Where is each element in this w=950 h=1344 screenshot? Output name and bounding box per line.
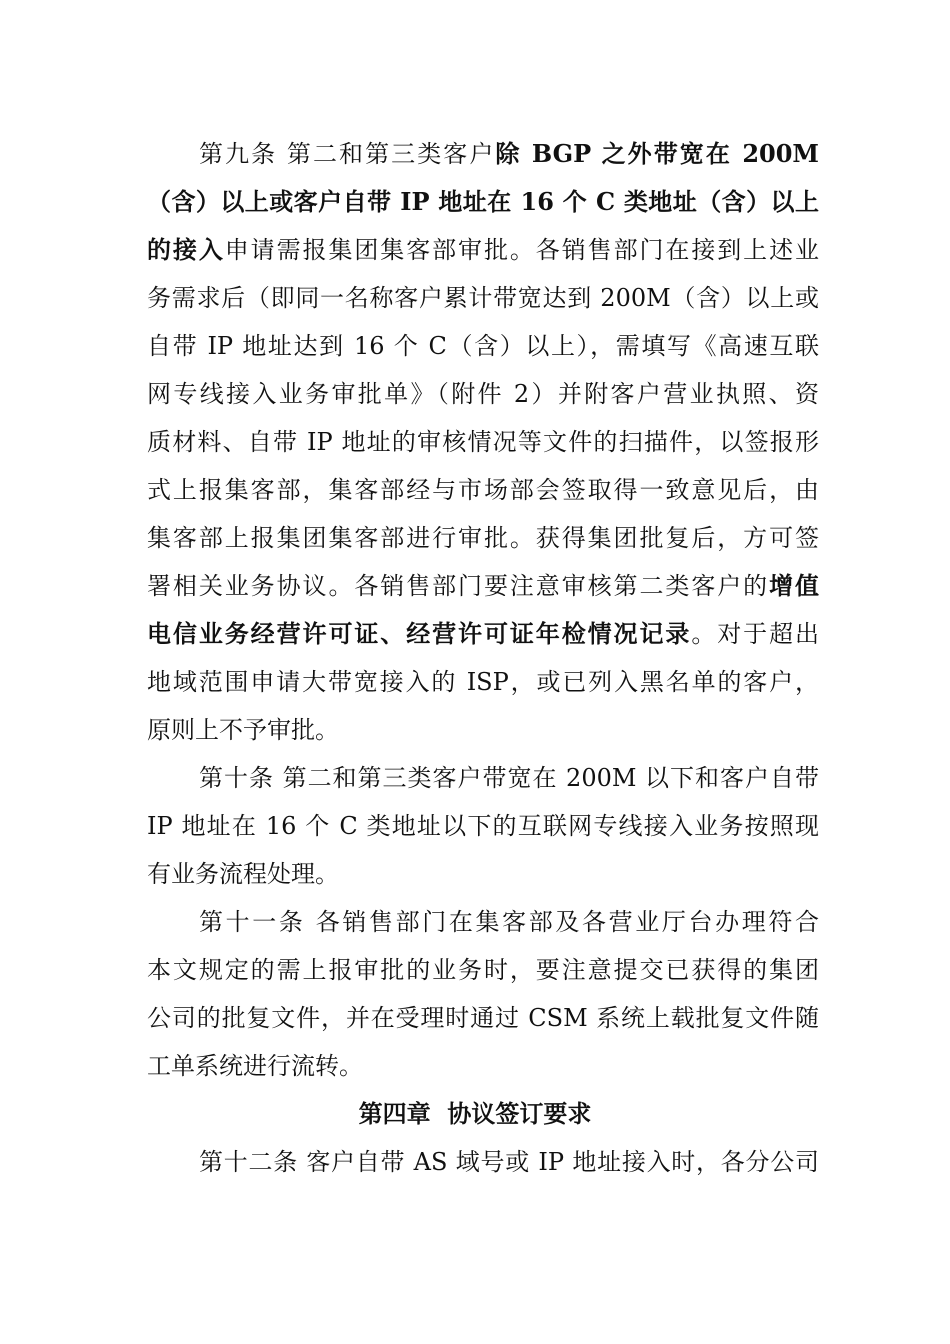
article-9-line-10-normal: 署相关业务协议。各销售部门要注意审核第二类客户的: [147, 572, 770, 600]
article-9-line-6: 网专线接入业务审批单》（附件 2）并附客户营业执照、资: [147, 380, 819, 408]
article-9-line-11-normal: 。对于超出: [691, 620, 820, 648]
article-9-line-1: [199, 139, 819, 169]
article-9-line-2: （含）以上或客户自带 IP 地址在 16 个 C 类地址（含）以上: [147, 187, 819, 216]
article-9-line-7: 质材料、自带 IP 地址的审核情况等文件的扫描件，以签报形: [147, 428, 819, 456]
article-11-line-4: 工单系统进行流转。: [147, 1052, 363, 1080]
article-11-line-2: 本文规定的需上报审批的业务时，要注意提交已获得的集团: [147, 956, 819, 984]
article-9-line-3-normal: 申请需报集团集客部审批。各销售部门在接到上述业: [224, 236, 820, 264]
article-9-line-11-bold: 电信业务经营许可证、经营许可证年检情况记录: [147, 619, 692, 648]
article-9-line-1-bold: 除 BGP 之外带宽在 200M: [495, 139, 819, 168]
article-11-line-1: 第十一条 各销售部门在集客部及各营业厅台办理符合: [199, 908, 819, 936]
chapter-4-heading: 第四章 协议签订要求: [358, 1099, 592, 1128]
article-9-line-1-normal: 第九条 第二和第三类客户: [199, 140, 496, 168]
article-10-line-3: 有业务流程处理。: [147, 860, 339, 888]
article-10-line-1: 第十条 第二和第三类客户带宽在 200M 以下和客户自带: [199, 764, 819, 792]
article-9-line-3: [147, 235, 819, 265]
article-9-line-13: 原则上不予审批。: [147, 716, 339, 744]
article-9-line-8: 式上报集客部，集客部经与市场部会签取得一致意见后，由: [147, 476, 819, 504]
article-9-line-10-bold: 增值: [769, 571, 819, 600]
article-10-line-2: IP 地址在 16 个 C 类地址以下的互联网专线接入业务按照现: [147, 812, 819, 840]
article-9-line-3-bold: 的接入: [147, 235, 225, 264]
article-12-line-1: 第十二条 客户自带 AS 域号或 IP 地址接入时，各分公司: [199, 1148, 819, 1176]
article-9-line-5: 自带 IP 地址达到 16 个 C（含）以上），需填写《高速互联: [147, 332, 819, 360]
article-9-line-4: 务需求后（即同一名称客户累计带宽达到 200M（含）以上或: [147, 284, 819, 312]
article-9-line-10: [147, 571, 819, 601]
article-11-line-3: 公司的批复文件，并在受理时通过 CSM 系统上载批复文件随: [147, 1004, 819, 1032]
article-9-line-9: 集客部上报集团集客部进行审批。获得集团批复后，方可签: [147, 524, 819, 552]
article-9-line-11: [147, 619, 819, 649]
article-9-line-12: 地域范围申请大带宽接入的 ISP，或已列入黑名单的客户，: [147, 668, 819, 696]
